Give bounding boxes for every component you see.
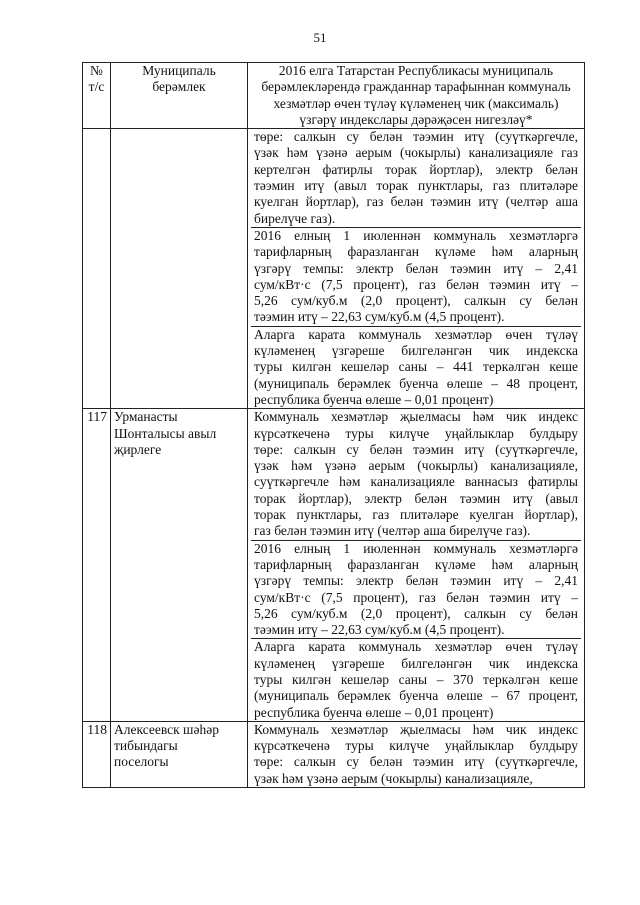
text-line: 2016 елның 1 июленнән коммуналь хезмәтләргә [254,227,578,243]
text-line: тәэмин итү – 22,63 сум/куб.м (4,5 процент). [254,309,505,325]
text-line: Коммуналь хезмәтләр җыелмасы һәм чик индекс [254,721,578,737]
text-line: күләменең үзгәреше билгеләнгән чик индекска [254,343,578,359]
text-line: сум/кВт·с (7,5 процент), газ белән тәэмин итү – [254,276,578,292]
text-line: бирелүче газ). [254,210,336,226]
header-text-line: хезмәтләр өчен түләү күләменең чик (максималь) [273,95,559,111]
text-line: үзгәрү темпы: электр белән тәэмин итү – 2,41 [254,260,578,276]
municipality-name-line: Шонталысы авыл [114,425,217,441]
text-line: Коммуналь хезмәтләр җыелмасы һәм чик индекс [254,409,578,425]
header-justification [248,63,585,129]
text-line: 2016 елның 1 июленнән коммуналь хезмәтләргә [254,540,578,556]
text-line: төре: салкын су белән тәэмин итү (суүткәргечле, [254,754,578,770]
text-line: үзәк һәм үзәнә аерым (чокырлы) канализацияле, [254,458,578,474]
municipality-name-line: тибындагы [114,738,178,754]
text-line: Аларга карата коммуналь хезмәтләр өчен түләү [254,639,578,655]
text-line: суүткәргечле һәм канализацияле ваннасыз фатирлы [254,474,578,490]
header-text-line: үзгәрү индекслары дәрәҗәсен нигезләү* [299,111,533,127]
row-number: 117 [83,409,111,722]
text-line: 5,26 сум/куб.м (2,0 процент), салкын су белән [254,605,578,621]
header-number-line: № [90,63,103,78]
text-line: тәэмин итү (авыл торак пунктлары, газ плитәләре [254,178,578,194]
text-line: тарифларның фаразланган күләме һәм аларның [254,556,578,572]
text-line: төре: салкын су белән тәэмин итү (суүткәргечле, [254,129,578,145]
justification-paragraph [251,638,581,720]
header-text-line: берәмлекләрендә гражданнар тарафыннан коммуналь [261,79,571,95]
text-line: 5,26 сум/куб.м (2,0 процент), салкын су белән [254,293,578,309]
municipality-name [111,129,248,409]
table-body [83,129,585,788]
justification-paragraph [251,409,581,539]
text-line: (муниципаль берәмлек буенча өлеше – 67 процент, [254,688,578,704]
justification-paragraph [251,540,581,639]
table-row [83,129,585,409]
municipal-index-table [82,62,585,788]
page-number: 51 [313,30,327,45]
municipality-name [111,721,248,787]
justification-paragraph [251,722,581,787]
justification-paragraph [251,129,581,227]
text-line: республика буенча өлеше – 0,01 процент) [254,704,494,720]
header-number [83,63,111,129]
header-number-line: т/с [88,79,105,95]
text-line: туры килгән кешеләр саны – 370 теркәлгән кеше [254,671,578,687]
justification-text [248,129,585,409]
table-header-row [83,63,585,129]
justification-paragraph [251,326,581,408]
text-line: туры килгән кешеләр саны – 441 теркәлгән кеше [254,359,578,375]
text-line: үзәк һәм үзәнә аерым (чокырлы) канализацияле, [254,770,533,786]
text-line: торак йортлар), электр белән тәэмин итү (авыл [254,490,578,506]
header-municipality [111,63,248,129]
justification-text [248,721,585,787]
text-line: үзәк һәм үзәнә аерым (чокырлы) канализацияле газ [254,145,578,161]
text-line: торак пунктлары, газ плитәләре куелган йортлар), [254,507,578,523]
text-line: күрсәткеченә туры килүче уңайлыклар булдыру [254,425,578,441]
header-municipality-line: берәмлек [152,79,206,95]
text-line: үзгәрү темпы: электр белән тәэмин итү – 2,41 [254,573,578,589]
table-row [83,721,585,787]
justification-text [248,409,585,722]
text-line: тарифларның фаразланган күләме һәм аларның [254,244,578,260]
text-line: (муниципаль берәмлек буенча өлеше – 48 процент, [254,375,578,391]
text-line: газ белән тәэмин итү (челтәр аша бирелүче газ). [254,523,531,539]
text-line: күрсәткеченә туры килүче уңайлыклар булдыру [254,738,578,754]
municipality-name-line: җирлеге [114,441,162,457]
municipality-name-line: поселогы [114,754,169,770]
text-line: сум/кВт·с (7,5 процент), газ белән тәэмин итү – [254,589,578,605]
text-line: республика буенча өлеше – 0,01 процент) [254,391,494,407]
text-line: төре: салкын су белән тәэмин итү (суүткәргечле, [254,441,578,457]
municipality-name-line: Алексеевск шәһәр [114,721,219,737]
row-number: 118 [83,721,111,787]
header-text-line: 2016 елга Татарстан Республикасы муниципаль [278,63,554,78]
municipality-name [111,409,248,722]
text-line: тәэмин итү – 22,63 сум/куб.м (4,5 процент). [254,622,505,638]
table-row [83,409,585,722]
row-number [83,129,111,409]
header-municipality-line: Муниципаль [142,63,216,78]
text-line: кертелгән фатирлы торак йортлар), электр белән [254,161,578,177]
text-line: Аларга карата коммуналь хезмәтләр өчен түләү [254,326,578,342]
text-line: куелган йортлар), газ белән тәэмин итү (челтәр аша [254,194,578,210]
justification-paragraph [251,227,581,326]
text-line: күләменең үзгәреше билгеләнгән чик индекска [254,655,578,671]
municipality-name-line: Урманасты [114,409,178,425]
